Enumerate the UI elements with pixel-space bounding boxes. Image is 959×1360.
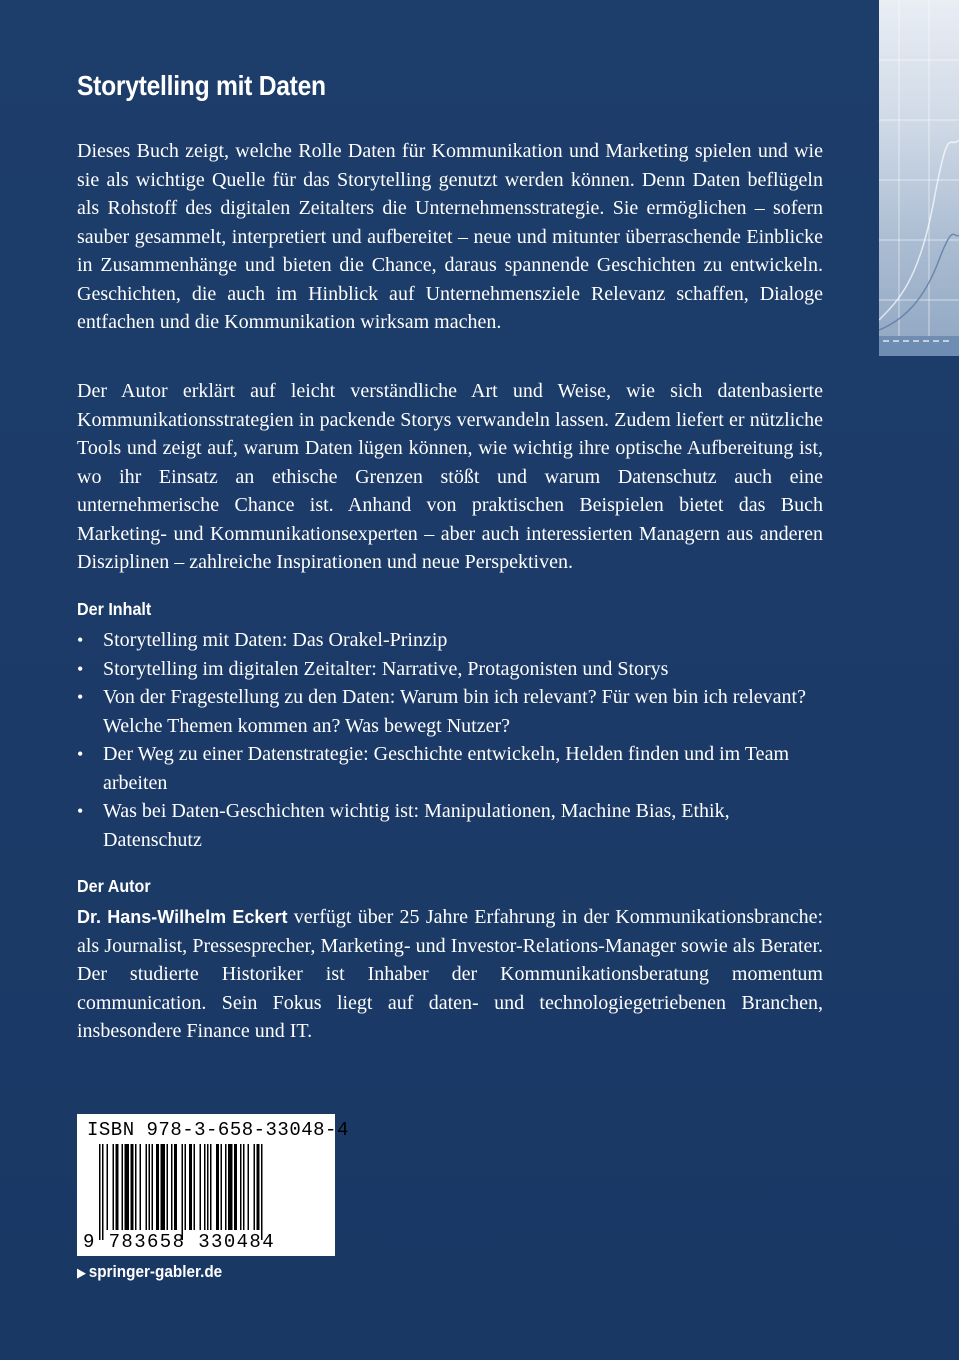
author-bio-text: verfügt über 25 Jahre Erfahrung in der Kommunikationsbranche: als Journalist, Pressesprecher, Marketing- und Investor-Relations-Manager sowie als Berater. Der studierte Historiker ist Inhaber der Kommunikationsberatung momentum communication. Sein Fokus liegt auf daten- und technologiegetriebenen Branchen, insbesondere Finance und IT. bbox=[77, 906, 824, 1042]
list-item-text: Der Weg zu einer Datenstrategie: Geschichte entwickeln, Helden finden und im Team arbeiten bbox=[103, 743, 789, 794]
list-item bbox=[77, 797, 823, 854]
list-item bbox=[77, 626, 823, 655]
list-item-text: Von der Fragestellung zu den Daten: Warum bin ich relevant? Für wen bin ich relevant? Welche Themen kommen an? Was bewegt Nutzer? bbox=[103, 686, 806, 737]
author-heading: Der Autor bbox=[77, 876, 151, 896]
ean-digits: 9 783658 330484 bbox=[83, 1231, 276, 1253]
list-item-text: Storytelling mit Daten: Das Orakel-Prinzip bbox=[103, 629, 448, 651]
list-item bbox=[77, 655, 823, 684]
description-paragraph-2: Der Autor erklärt auf leicht verständliche Art und Weise, wie sich datenbasierte Kommunikationsstrategien in packende Storys verwandeln lassen. Zudem liefert er nützliche Tools und zeigt auf, warum Daten lügen können, wie wichtig ihre optische Aufbereitung ist, wo ihr Einsatz an ethische Grenzen stößt und warum Datenschutz auch eine unternehmerische Chance ist. Anhand von praktischen Beispielen bietet das Buch Marketing- und Kommunikationsexperten – aber auch interessierten Managern aus anderen Disziplinen – zahlreiche Inspirationen und neue Perspektiven. bbox=[77, 380, 823, 573]
list-item-text: Storytelling im digitalen Zeitalter: Narrative, Protagonisten und Storys bbox=[103, 657, 669, 680]
description-paragraph-1: Dieses Buch zeigt, welche Rolle Daten für Kommunikation und Marketing spielen und wie sie als wichtige Quelle für das Storytelling genutzt werden können. Denn Daten beflügeln als Rohstoff des digitalen Zeitalters die Unternehmensstrategie. Sie ermöglichen – sofern sauber gesammelt, interpretiert und aufbereitet – neue und mitunter überraschende Einblicke in Zusammenhänge und bieten die Chance, daraus spannende Geschichten zu entwickeln. Geschichten, die auch im Hinblick auf Unternehmensziele Relevanz schaffen, Dialoge entfachen und die Kommunikation wirksam machen. bbox=[77, 140, 823, 333]
bullet-icon: • bbox=[77, 687, 84, 707]
contents-list bbox=[77, 626, 823, 854]
play-arrow-icon: ▶ bbox=[77, 1265, 86, 1280]
author-name: Dr. Hans-Wilhelm Eckert bbox=[77, 907, 288, 927]
bullet-icon: • bbox=[77, 744, 84, 764]
isbn-number: ISBN 978-3-658-33048-4 bbox=[87, 1119, 349, 1141]
publisher-website[interactable] bbox=[77, 1262, 222, 1282]
book-title: Storytelling mit Daten bbox=[77, 70, 326, 101]
website-label: springer-gabler.de bbox=[88, 1262, 223, 1281]
bullet-icon: • bbox=[77, 630, 84, 650]
list-item-text: Was bei Daten-Geschichten wichtig ist: Manipulationen, Machine Bias, Ethik, Datenschutz bbox=[103, 800, 730, 851]
isbn-barcode bbox=[77, 1114, 349, 1256]
author-bio bbox=[77, 903, 823, 1046]
bullet-icon: • bbox=[77, 801, 84, 821]
contents-heading: Der Inhalt bbox=[77, 599, 152, 619]
list-item bbox=[77, 740, 823, 797]
bullet-icon: • bbox=[77, 658, 84, 679]
cover-edge-graphic bbox=[879, 0, 959, 356]
list-item bbox=[77, 683, 823, 740]
